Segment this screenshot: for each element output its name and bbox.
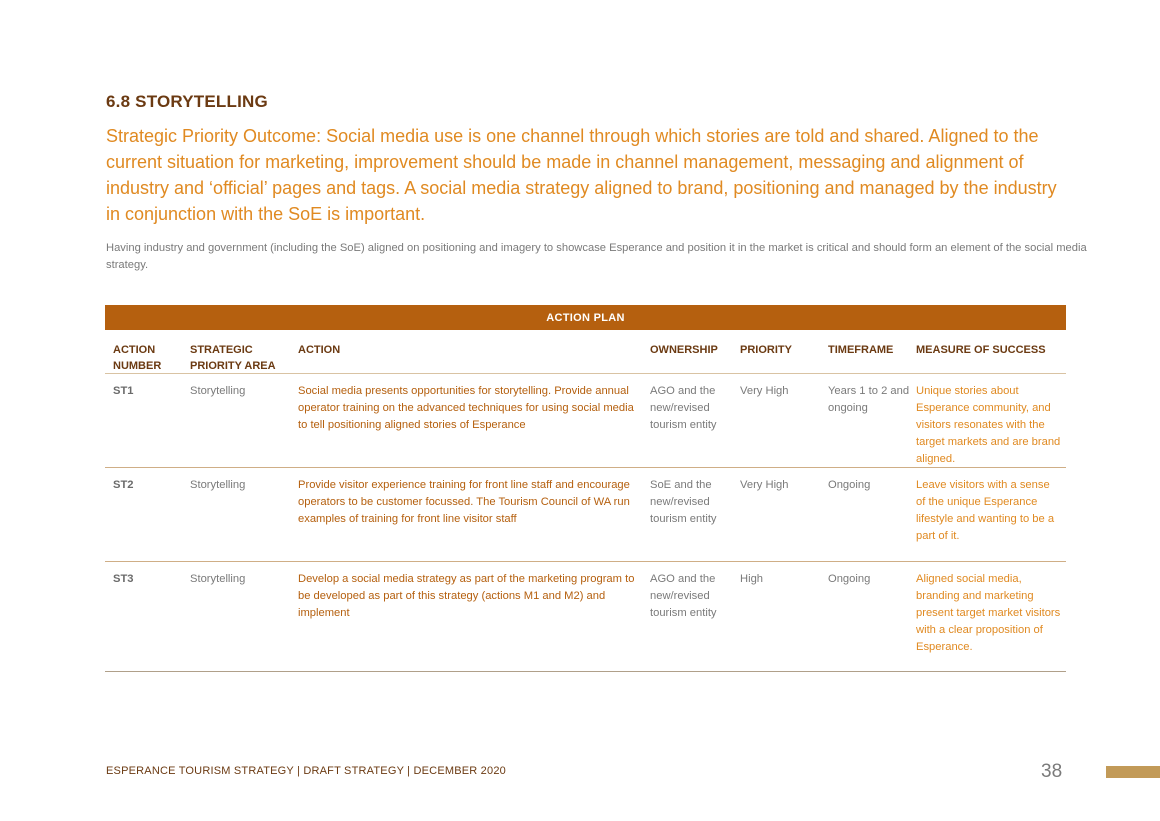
table-row	[105, 562, 1066, 672]
cell-priority: Very High	[740, 479, 789, 491]
header-action: ACTION	[298, 344, 341, 356]
header-measure-of-success: MEASURE OF SUCCESS	[916, 344, 1046, 356]
table-row	[105, 374, 1066, 468]
header-action-number: ACTION NUMBER	[113, 344, 162, 372]
cell-priority: Very High	[740, 385, 789, 397]
strategic-priority-outcome: Strategic Priority Outcome: Social media use is one channel through which stories are told and shared. Aligned to the current situation for marketing, improvement should be made in channel management, messaging and alignment of industry and ‘official’ pages and tags. A social media strategy aligned to brand, positioning and managed by the industry in conjunction with the SoE is important.	[106, 126, 1057, 224]
cell-action-number: ST3	[113, 573, 134, 585]
cell-action: Provide visitor experience training for front line staff and encourage operators to be customer focussed. The Tourism Council of WA run examples of training for front line visitor staff	[298, 479, 630, 525]
cell-action: Social media presents opportunities for storytelling. Provide annual operator training on the advanced techniques for using social media to tell positioning aligned stories of Esperance	[298, 385, 634, 431]
header-ownership: OWNERSHIP	[650, 344, 718, 356]
action-plan-title-bar: ACTION PLAN	[105, 305, 1066, 330]
cell-measure-of-success: Leave visitors with a sense of the unique Esperance lifestyle and wanting to be a part of it.	[916, 479, 1055, 542]
page-number: 38	[1041, 761, 1063, 782]
header-timeframe: TIMEFRAME	[828, 344, 894, 356]
action-plan-table	[105, 330, 1066, 672]
cell-strategic-priority-area: Storytelling	[190, 573, 246, 585]
cell-timeframe: Ongoing	[828, 479, 871, 491]
cell-action: Develop a social media strategy as part of the marketing program to be developed as part of this strategy (actions M1 and M2) and implement	[298, 573, 635, 619]
header-strategic-priority-area: STRATEGIC PRIORITY AREA	[190, 344, 276, 372]
cell-measure-of-success: Unique stories about Esperance community, and visitors resonates with the target markets and are brand aligned.	[916, 385, 1061, 465]
cell-strategic-priority-area: Storytelling	[190, 479, 246, 491]
intro-paragraph: Having industry and government (including the SoE) aligned on positioning and imagery to showcase Esperance and position it in the market is critical and should form an element of the social media strategy.	[106, 242, 1087, 271]
cell-ownership: AGO and the new/revised tourism entity	[650, 573, 717, 619]
cell-strategic-priority-area: Storytelling	[190, 385, 246, 397]
cell-priority: High	[740, 573, 764, 585]
cell-timeframe: Ongoing	[828, 573, 871, 585]
cell-measure-of-success: Aligned social media, branding and marketing present target market visitors with a clear proposition of Esperance.	[916, 573, 1061, 653]
section-heading: 6.8 STORYTELLING	[106, 92, 268, 111]
header-priority: PRIORITY	[740, 344, 792, 356]
cell-ownership: SoE and the new/revised tourism entity	[650, 479, 717, 525]
cell-action-number: ST1	[113, 385, 134, 397]
page-tab-marker	[1106, 766, 1160, 778]
cell-ownership: AGO and the new/revised tourism entity	[650, 385, 717, 431]
table-header-row	[105, 330, 1066, 374]
cell-action-number: ST2	[113, 479, 134, 491]
table-row	[105, 468, 1066, 562]
footer-text: ESPERANCE TOURISM STRATEGY | DRAFT STRATEGY | DECEMBER 2020	[106, 765, 506, 777]
cell-timeframe: Years 1 to 2 and ongoing	[828, 385, 910, 414]
